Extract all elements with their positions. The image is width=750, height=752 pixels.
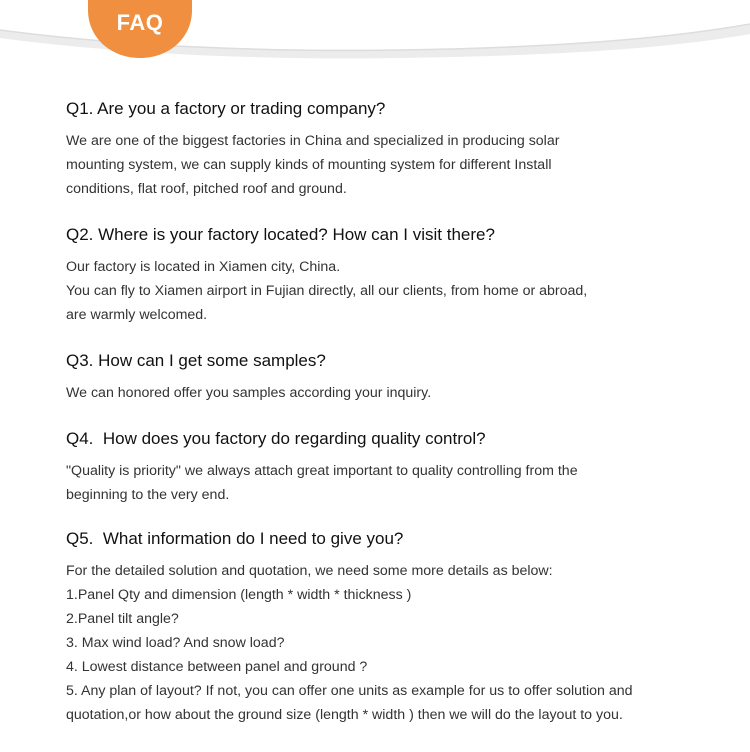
faq-answer — [66, 559, 726, 727]
faq-answer — [66, 255, 726, 327]
faq-item — [66, 350, 726, 405]
answer-line: 1.Panel Qty and dimension (length * width * thickness ) — [66, 587, 412, 603]
answer-line: Our factory is located in Xiamen city, China. — [66, 259, 341, 275]
faq-answer — [66, 459, 726, 507]
faq-badge-label: FAQ — [116, 10, 164, 35]
answer-line: You can fly to Xiamen airport in Fujian directly, all our clients, from home or abroad, — [66, 283, 588, 299]
answer-line: mounting system, we can supply kinds of mounting system for different Install — [66, 157, 552, 173]
faq-question: Q4. How does you factory do regarding quality control? — [66, 429, 486, 448]
faq-question: Q5. What information do I need to give you? — [66, 529, 404, 548]
answer-line: We are one of the biggest factories in China and specialized in producing solar — [66, 133, 560, 149]
faq-question: Q1. Are you a factory or trading company? — [66, 99, 386, 118]
faq-item — [66, 224, 726, 327]
answer-line: 3. Max wind load? And snow load? — [66, 635, 285, 651]
faq-question: Q3. How can I get some samples? — [66, 351, 326, 370]
answer-line: We can honored offer you samples according your inquiry. — [66, 385, 432, 401]
faq-item — [66, 528, 726, 727]
answer-line: quotation,or how about the ground size (length * width ) then we will do the layout to you. — [66, 707, 623, 723]
faq-header — [0, 0, 750, 80]
faq-answer — [66, 381, 726, 405]
answer-line: are warmly welcomed. — [66, 307, 208, 323]
answer-line: 2.Panel tilt angle? — [66, 611, 179, 627]
faq-item — [66, 428, 726, 507]
answer-line: beginning to the very end. — [66, 487, 230, 503]
answer-line: conditions, flat roof, pitched roof and ground. — [66, 181, 347, 197]
faq-item — [66, 98, 726, 201]
faq-list — [66, 98, 726, 727]
faq-question: Q2. Where is your factory located? How can I visit there? — [66, 225, 495, 244]
answer-line: 5. Any plan of layout? If not, you can offer one units as example for us to offer solution and — [66, 683, 633, 699]
answer-line: 4. Lowest distance between panel and ground ? — [66, 659, 368, 675]
answer-line: "Quality is priority" we always attach great important to quality controlling from the — [66, 463, 578, 479]
answer-line: For the detailed solution and quotation, we need some more details as below: — [66, 563, 553, 579]
faq-answer — [66, 129, 726, 201]
